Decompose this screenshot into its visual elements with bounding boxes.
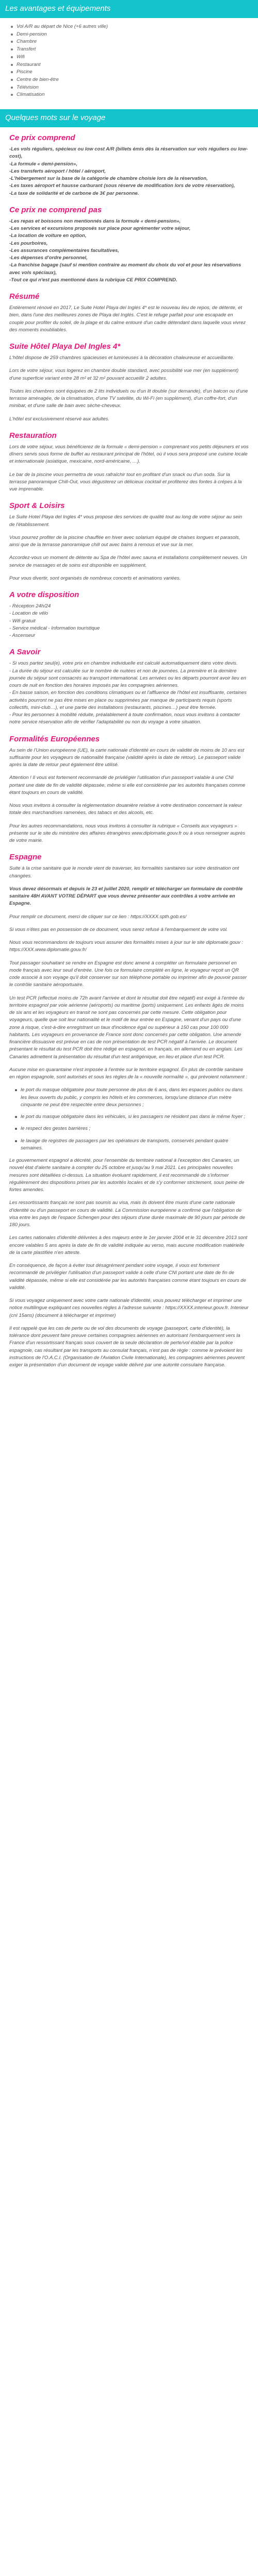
restaurant-paragraph: Lors de votre séjour, vous bénéficierez de la formule « demi-pension » comprenant vos petits déjeuners et vos dîners servis sous forme de buffet au restaurant principal de l'hôtel, où il vous sera proposé une cuisine locale et internationale (asiatique, mexicaine, nord-américaine, …). (9, 444, 249, 465)
price-excludes-line: -La franchise bagage (sauf si mention contraire au moment du choix du vol et pour les réservations avec vols spéciaux), (9, 262, 241, 276)
savoir-title: A Savoir (9, 648, 41, 657)
disposition-list (9, 603, 249, 639)
espagne-after-paragraph: Il est rappelé que les cas de perte ou de vol des documents de voyage (passeport, carte d'identité), la tolérance dont peuvent faire preuve certaines compagnies aériennes en autorisant l'embarquement vers la France d'un ressortissant français sous couvert de la seule déclaration de perte/vol établie par la police espagnole, cas résultant par les transports au consulat français, n'est pas de règle : comme le prévoient les instructions de l'O.A.C.I. (Organisation de l'Aviation Civile Internationale), les compagnies aériennes peuvent exiger la présentation d'un document de voyage valide délivré par une autorité consulaire française. (9, 1325, 245, 1368)
sport-paragraph: Vous pourrez profiter de la piscine chauffée en hiver avec solarium équipé de chaises longues et parasols, ainsi que de la terrasse panoramique chill out avec bains à remous et vue sur la mer. (9, 534, 240, 548)
savoir-list (9, 660, 249, 726)
restaurant-title: Restauration (9, 431, 57, 440)
price-includes-line: -La formule « demi-pension», (9, 161, 77, 167)
espagne-after-paragraph: Les cartes nationales d'identité délivrées à des majeurs entre le 1er janvier 2004 et le 31 décembre 2013 sont encore valables 5 ans après la date de fin de validité indiquée au verso, mais aucune modification matérielle de la carte plastifiée n'en atteste. (9, 1235, 248, 1256)
sport-paragraph: Le Suite Hotel Playa del Ingles 4* vous propose des services de qualité tout au long de votre séjour au sein de l'établissement. (9, 514, 243, 528)
espagne-bullets (9, 1087, 249, 1152)
disposition-item: - Service médical - Information touristique (9, 625, 100, 631)
resume-paragraph: Entièrement rénové en 2017, Le Suite Hotel Playa del Inglés 4* est le nouveau lieu de repos, de détente, et bien, dans l'une des meilleures zones de Playa del Inglés. C'est le refuge parfait pour une escapade en couple pour profiter du soleil, de la plage et du calme entouré d'un cadre détendant dans laquelle vous vivrez des moments inoubliables. (9, 305, 246, 333)
amenity-item: Télévision (10, 84, 249, 92)
amenity-item: Transfert (10, 46, 249, 54)
price-includes-list (9, 146, 249, 197)
espagne-after-paragraph[interactable]: Si vous voyagez uniquement avec votre carte nationale d'identité, vous pouvez télécharger et imprimer une notice multilingue expliquant ces nouvelles règles à l'adresse suivante : https://XXXX.interieur.gouv.fr. Interieur (cnI 15ans) (document à télécharger et imprimer) (9, 1298, 249, 1318)
savoir-item: - En basse saison, en fonction des conditions climatiques ou et l'affluence de l'hôtel est insuffisante, certaines activités pourront ne pas être mises en place ou supprimées par manque de participants requis (sports collectifs, mini-club…), et une partie des installations (restaurants, piscines…) peut être fermée. (9, 690, 247, 710)
hotel-paragraph: Toutes les chambres sont équipées de 2 lits individuels ou d'un lit double (sur demande), d'un balcon ou d'une terrasse aménagée, de la climatisation, d'une TV satellite, du Wi-Fi (en supplément), d'un coffre-fort, d'un minibar, et d'une salle de bain avec sèche-cheveux. (9, 388, 248, 409)
sport-paragraph: Pour vous divertir, sont organisés de nombreux concerts et animations variées. (9, 575, 181, 581)
savoir-item: - Si vous partez seul(e), votre prix en chambre individuelle est calculé automatiquement dans votre devis. (9, 660, 238, 667)
espagne-after-paragraph: Le gouvernement espagnol a décrété, pour l'ensemble du territoire national à l'exception des Canaries, un nouvel état d'alerte sanitaire à compter du 25 octobre et jusqu'au 9 mai 2021. Les principales nouvelles mesures sont détaillées ci-dessus. La situation évoluant rapidement, il est recommandé de s'informer régulièrement des dispositions prises par les autorités locales et de s'y conformer strictement, sous peine de fortes amendes. (9, 1158, 245, 1193)
price-includes-line: -Les transferts aéroport / hôtel / aéroport, (9, 168, 106, 174)
hotel-paragraph: Lors de votre séjour, vous logerez en chambre double standard, avec possibilité vue mer (en supplément) d'une superficie variant entre 28 m² et 32 m² pouvant accueillir 2 adultes. (9, 368, 239, 381)
amenity-item: Climatisation (10, 91, 249, 99)
espagne-paragraph: Suite à la crise sanitaire que le monde vient de traverser, les formalités sanitaires sur votre destination ont changées. (9, 866, 239, 879)
amenities-list (9, 18, 249, 104)
price-excludes-line: -Les services et excursions proposés sur place pour agrémenter votre séjour, (9, 226, 191, 232)
formalites-paragraph: Attention ! Il vous est fortement recommandé de privilégier l'utilisation d'un passeport valable à une CNI portant une date de fin de validité dépassée, même si elle est considérée par les autorités françaises comme étant toujours en cours de validité. (9, 775, 246, 795)
price-excludes-line: -Les assurances complémentaires facultatives, (9, 247, 119, 253)
espagne-paragraph: Vous devez désormais et depuis le 23 et juillet 2020, remplir et télécharger un formulaire de contrôle sanitaire 48H AVANT VOTRE DÉPART que vous devrez présenter aux contrôles à votre arrivée en Espagne. (9, 886, 243, 907)
amenity-item: Piscine (10, 69, 249, 76)
price-excludes-line: -Les dépenses d'ordre personnel, (9, 255, 88, 261)
amenities-banner (0, 0, 258, 18)
amenities-title: Les avantages et équipements (5, 4, 111, 13)
espagne-bullet: le lavage de registres de passagers par les opérateurs de transports, conservés pendant quatre semaines. (21, 1138, 249, 1153)
price-includes-line: -La taxe de solidarité et de carbone de 3€ par personne. (9, 190, 139, 196)
sport-paragraph: Accordez-vous un moment de détente au Spa de l'hôtel avec sauna et installations complètement neuves. Un service de massages et de soins est disponible en supplément. (9, 555, 247, 568)
price-includes-line: -Les taxes aéroport et hausse carburant (sous réserve de modification lors de votre réservation), (9, 183, 235, 189)
disposition-item: - Wifi gratuit (9, 618, 36, 624)
stay-title: Quelques mots sur le voyage (5, 113, 106, 123)
price-excludes-list (9, 218, 249, 284)
sport-title: Sport & Loisirs (9, 501, 65, 511)
hotel-paragraph: L'hôtel est exclusivement réservé aux adultes. (9, 416, 110, 422)
espagne-title: Espagne (9, 853, 42, 862)
amenity-item: Vol A/R au départ de Nice (+6 autres ville) (10, 23, 249, 31)
formalites-paragraph: Pour les autres recommandations, nous vous invitons à consulter la rubrique « Conseils aux voyageurs » présente sur le site du ministère des affaires étrangères www.diplomatie.gouv.fr ou à vous renseigner auprès de votre mairie. (9, 823, 246, 844)
price-excludes-line: -Les pourboires, (9, 240, 48, 246)
savoir-item: - La durée du séjour est calculée sur le nombre de nuitées et non de journées. La première et la dernière journée du séjour sont consacrés au transport international. Les arrivées ou les départs pourront avoir lieu en cours de nuit en fonction des horaires imposés par les compagnies aériennes. (9, 668, 246, 689)
disposition-item: - Ascenseur (9, 633, 36, 639)
espagne-paragraph: Si vous n'êtes pas en possession de ce document, vous serez refusé à l'embarquement de votre vol. (9, 926, 228, 933)
espagne-paragraph: Aucune mise en quarantaine n'est imposée à l'entrée sur le territoire espagnol. En plus de contrôle sanitaire en région espagnole, sont autorisés et sous les règles de la « nouvelle normalité », qui prévoient notamment : (9, 1066, 248, 1080)
espagne-after-paragraph: En conséquence, de façon à éviter tout désagrément pendant votre voyage, il vous est fortement recommandé de privilégier l'utilisation d'un passeport valide à celle d'une CNI portant une date de fin de validité dépassée, même si elle est considérée par les autorités françaises comme étant toujours en cours de validité. (9, 1263, 246, 1291)
espagne-paragraph: Tout passager souhaitant se rendre en Espagne est donc amené à compléter un formulaire personnel en mode français avec leur seuil d'entrée. Une fois ce formulaire complété en ligne, le voyageur reçoit un QR code associé à son voyage qu'il doit conserver sur son téléphone portable ou imprimer afin de pouvoir passer le contrôle sanitaire aéroportuaire. (9, 960, 247, 988)
price-excludes-line: -Tout ce qui n'est pas mentionné dans la rubrique CE PRIX COMPREND. (9, 277, 178, 283)
price-includes-title: Ce prix comprend (9, 133, 75, 143)
amenity-item: Chambre (10, 38, 249, 46)
price-includes-line: -Les vols réguliers, spécieux ou low cost A/R (billets émis dès la réservation sur vols réguliers ou low-cost), (9, 146, 248, 160)
resume-title: Résumé (9, 292, 40, 301)
formalites-paragraph: Au sein de l'Union européenne (UE), la carte nationale d'identité en cours de validité de moins de 10 ans est suffisante pour les voyageurs de nationalité française (validité après la date de retour). Le passeport valide après la date de retour peut également être utilisé. (9, 747, 245, 768)
espagne-bullet: le port du masque obligatoire dans les véhicules, si les passagers ne résident pas dans le même foyer ; (21, 1113, 249, 1121)
disposition-item: - Réception 24h/24 (9, 603, 51, 609)
price-excludes-title: Ce prix ne comprend pas (9, 205, 102, 214)
price-excludes-line: -Les repas et boissons non mentionnés dans la formule « demi-pension», (9, 218, 181, 224)
espagne-paragraph: Un test PCR (effectué moins de 72h avant l'arrivée et dont le résultat doit être négatif) est exigé à l'entrée du territoire espagnol par voie aérienne (aéroports) ou maritime (ports) uniquement. Les enfants âgés de moins de six ans et les voyageurs en transit ne sont pas concernés par cette mesure. Cette obligation pour voyageurs, quelle que soit leur nationalité et le motif de leur entrée en Espagne, venant d'un pays ou d'une zone à risque, c'est-à-dire enregistrant un taux d'incidence égal ou supérieur à 150 cas pour 100 000 habitants. Les voyageurs en provenance de France sont donc concernés par cette obligation. Une amende financière dissuasive est prévue en cas de non présentation de test PCR négatif à l'arrivée. Le document présentant le résultat du test PCR doit être rédigé en espagnol, en français, en allemand ou en anglais. Les Canaries admettent la présentation du résultat d'un test antigénique, en lieu et place d'un test PCR. (9, 995, 245, 1060)
amenity-item: Restaurant (10, 61, 249, 69)
espagne-link-paragraph[interactable]: Pour remplir ce document, merci de cliquer sur ce lien : https://XXXX.spth.gob.es/ (9, 913, 187, 920)
espagne-bullet: le port du masque obligatoire pour toute personne de plus de 6 ans, dans les espaces publics ou dans les lieux ouverts du public, y compris les hôtels et les commerces, lorsqu'une distance d'un mètre cinquante ne peut être respectée entre deux personnes ; (21, 1087, 249, 1109)
hotel-title: Suite Hôtel Playa Del Ingles 4* (9, 342, 121, 351)
restaurant-paragraph: Le bar de la piscine vous permettra de vous rafraîchir tout en profitant d'un snack ou d'un soda. Sur la terrasse panoramique Chill-Out, vous dégusterez un délicieux cocktail et profiterez des fontes à crépes à la vue imprenable. (9, 471, 242, 493)
amenity-item: Wifi (10, 54, 249, 61)
amenity-item: Demi-pension (10, 31, 249, 39)
formalites-title: Formalités Européennes (9, 734, 100, 743)
price-excludes-line: -La location de voiture en option, (9, 233, 87, 239)
price-includes-line: -L'hébergement sur la base de la catégorie de chambre choisie lors de la réservation, (9, 176, 208, 182)
formalites-paragraph: Nous vous invitons à consulter la réglementation douanière relative à votre destination concernant la valeur totale des marchandises ramenées, des tabacs et des alcools, etc. (9, 803, 242, 816)
stay-banner (0, 109, 258, 127)
disposition-title: A votre disposition (9, 590, 79, 600)
disposition-item: - Location de vélo (9, 611, 48, 617)
espagne-after-paragraph: Les ressortissants français ne sont pas soumis au visa, mais ils doivent être munis d'une carte nationale d'identité ou d'un passeport en cours de validité. La Commission européenne a confirmé que l'obligation de visa entre les pays de l'espace Schengen pour des séjours d'une durée maximale de 90 jours par période de 180 jours. (9, 1200, 245, 1228)
espagne-bullet: le respect des gestes barrières ; (21, 1125, 249, 1132)
espagne-link-paragraph[interactable]: Nous vous recommandons de toujours vous assurer des formalités mises à jour sur le site diplomatie.gouv : https://XXX.www.diplomatie.gouv.fr/ (9, 940, 244, 953)
hotel-paragraph: L'hôtel dispose de 259 chambres spacieuses et lumineuses à la décoration chaleureuse et accueillante. (9, 355, 234, 361)
savoir-item: - Pour les personnes à mobilité réduite, préalablement à toute confirmation, nous vous invitons à contacter notre service réservation afin de vérifier l'adaptabilité ou non du voyage à votre situation. (9, 712, 240, 725)
amenity-item: Centre de bien-être (10, 76, 249, 84)
